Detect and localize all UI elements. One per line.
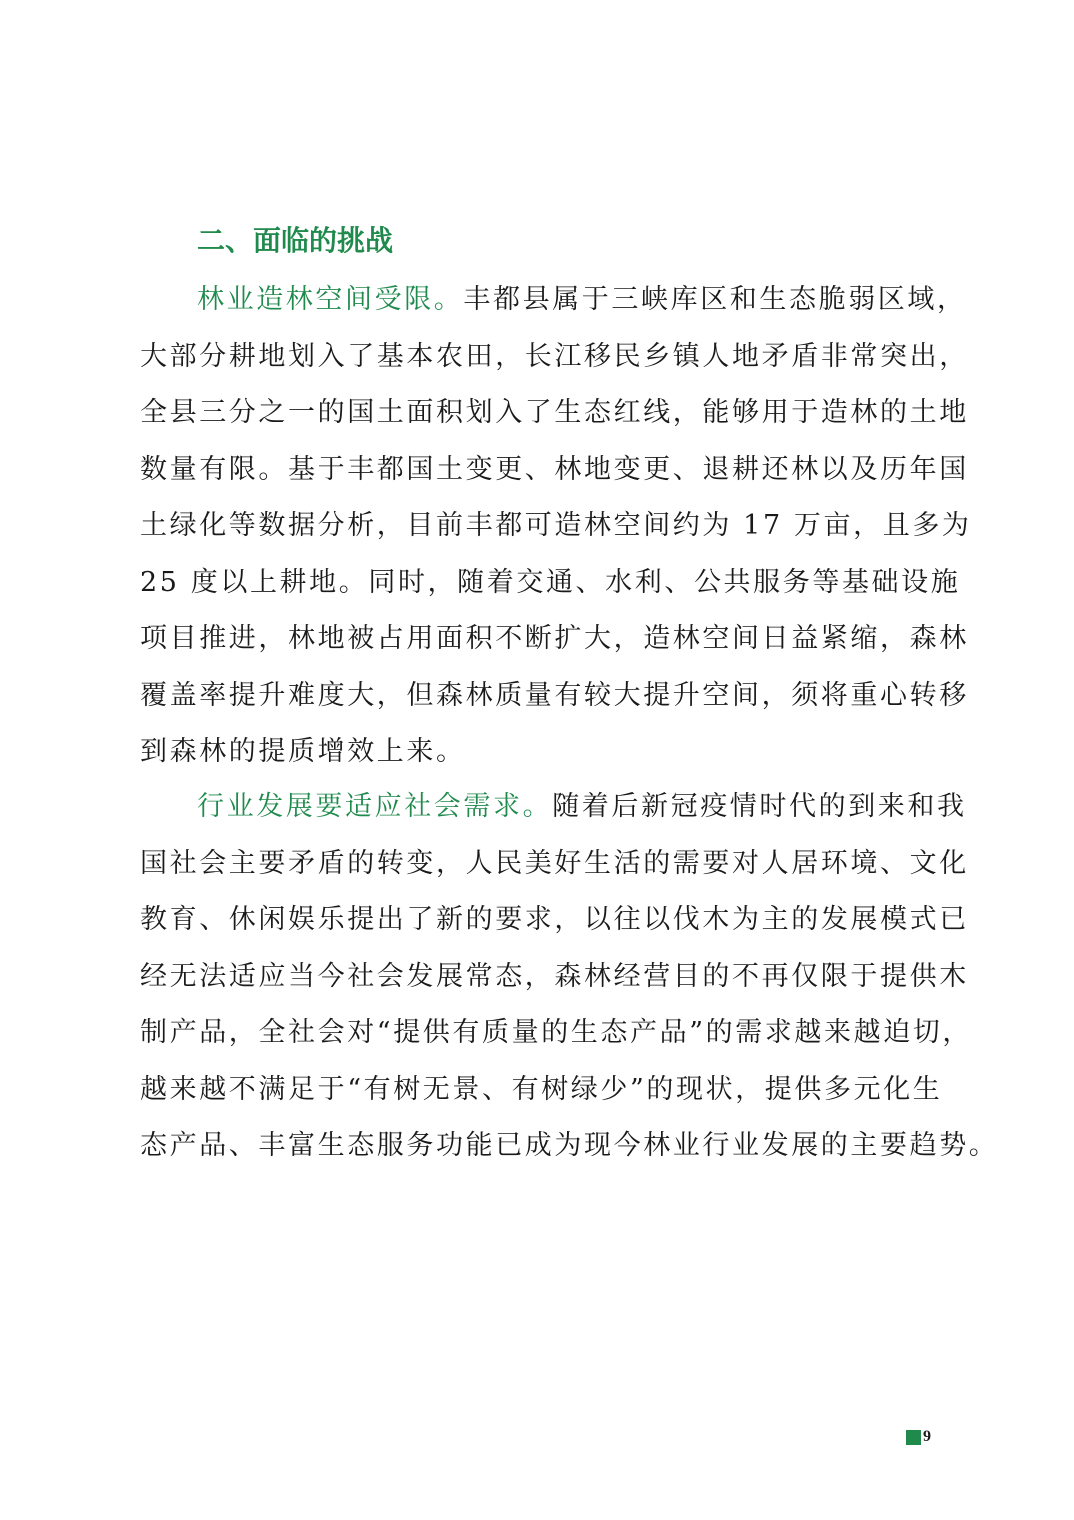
paragraph-text: 丰都县属于三峡库区和生态脆弱区域，: [463, 284, 967, 315]
paragraph-line: 数量有限。基于丰都国土变更、林地变更、退耕还林以及历年国: [140, 453, 969, 485]
section-heading: 二、面临的挑战: [197, 224, 394, 258]
paragraph-line: 土绿化等数据分析，目前丰都可造林空间约为 17 万亩，且多为: [140, 510, 972, 541]
paragraph-line: 全县三分之一的国土面积划入了生态红线，能够用于造林的土地: [140, 397, 969, 428]
paragraph-line: [140, 779, 967, 836]
paragraph-line: 国社会主要矛盾的转变，人民美好生活的需要对人居环境、文化: [140, 847, 969, 879]
paragraph-line: 越来越不满足于“有树无景、有树绿少”的现状，提供多元化生: [140, 1073, 943, 1105]
paragraph-lead: 林业造林空间受限。: [197, 284, 464, 315]
paragraph-text: 随着后新冠疫情时代的到来和我: [552, 791, 967, 822]
paragraph-line: 到森林的提质增效上来。: [140, 736, 466, 767]
paragraph-line: [140, 272, 967, 329]
paragraph-line: 教育、休闲娱乐提出了新的要求，以往以伐木为主的发展模式已: [140, 904, 969, 935]
paragraph-line: 项目推进，林地被占用面积不断扩大，造林空间日益紧缩，森林: [140, 623, 969, 654]
paragraph-line: 态产品、丰富生态服务功能已成为现今林业行业发展的主要趋势。: [140, 1130, 999, 1161]
paragraph-lead: 行业发展要适应社会需求。: [197, 791, 553, 822]
page-number: [906, 1428, 931, 1446]
paragraph-line: 25 度以上耕地。同时，随着交通、水利、公共服务等基础设施: [140, 566, 961, 598]
square-marker-icon: [906, 1430, 921, 1445]
paragraph-line: 大部分耕地划入了基本农田，长江移民乡镇人地矛盾非常突出，: [140, 340, 969, 372]
paragraph-industry-demand: [140, 779, 999, 1175]
paragraph-forestry-space: [140, 272, 972, 781]
page-number-text: 9: [923, 1428, 931, 1445]
paragraph-line: 覆盖率提升难度大，但森林质量有较大提升空间，须将重心转移: [140, 679, 969, 711]
paragraph-line: 制产品，全社会对“提供有质量的生态产品”的需求越来越迫切，: [140, 1017, 973, 1048]
paragraph-line: 经无法适应当今社会发展常态，森林经营目的不再仅限于提供木: [140, 960, 969, 992]
